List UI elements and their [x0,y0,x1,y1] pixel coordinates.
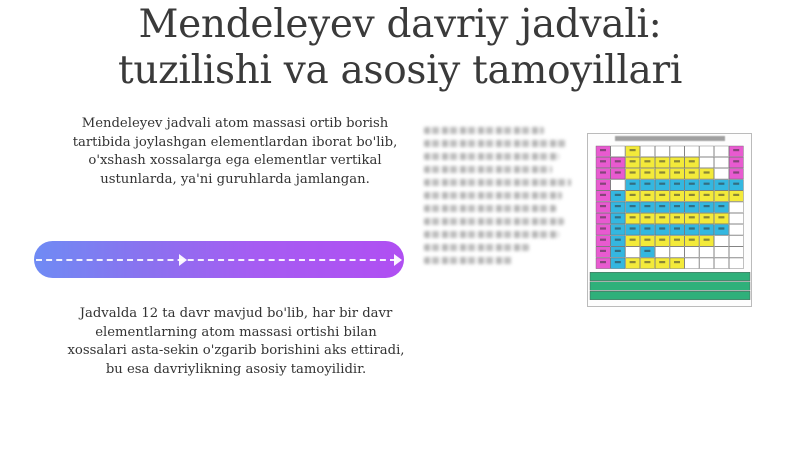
table-cell [714,224,728,235]
element-symbol-mark [704,171,710,173]
table-cell [640,168,654,179]
table-cell [626,157,640,168]
periodic-table-grid [588,134,753,308]
element-symbol-mark [704,239,710,241]
element-symbol-mark [615,250,621,252]
element-symbol-mark [718,227,724,229]
element-symbol-mark [615,239,621,241]
table-cell [655,258,669,269]
element-symbol-mark [615,171,621,173]
table-cell [626,258,640,269]
element-symbol-mark [644,239,650,241]
table-cell [626,236,640,247]
table-cell [640,146,654,157]
table-cell [611,236,625,247]
table-cell [714,202,728,213]
table-cell [611,213,625,224]
table-cell [670,224,684,235]
element-symbol-mark [644,160,650,162]
table-cell [670,168,684,179]
table-cell [611,146,625,157]
element-symbol-mark [733,171,739,173]
table-cell [729,202,743,213]
element-symbol-mark [659,239,665,241]
element-symbol-mark [674,160,680,162]
table-cell [714,180,728,191]
table-band [590,272,750,281]
element-symbol-mark [600,239,606,241]
element-symbol-mark [718,216,724,218]
element-symbol-mark [600,261,606,263]
table-cell [685,146,699,157]
element-symbol-mark [733,194,739,196]
table-cell [611,202,625,213]
table-cell [670,180,684,191]
table-cell [685,224,699,235]
table-cell [714,157,728,168]
table-cell [596,180,610,191]
table-cell [685,247,699,258]
element-symbol-mark [689,227,695,229]
table-cell [655,180,669,191]
element-symbol-mark [644,171,650,173]
element-symbol-mark [674,183,680,185]
element-symbol-mark [600,183,606,185]
table-cell [700,213,714,224]
element-symbol-mark [674,239,680,241]
table-cell [655,168,669,179]
table-cell [729,168,743,179]
table-cell [640,191,654,202]
table-cell [670,258,684,269]
element-symbol-mark [600,216,606,218]
table-cell [685,236,699,247]
table-cell [714,191,728,202]
table-cell [611,191,625,202]
paragraph-groups: Mendeleyev jadvali atom massasi ortib borish tartibida joylashgan elementlardan iborat bo'lib, o'xshash xossalarga ega elementlar vertikal ustunlarda, ya'ni guruhlarda jamlangan. [72,116,398,187]
element-symbol-mark [718,183,724,185]
table-cell [655,247,669,258]
element-symbol-mark [600,171,606,173]
dashed-arrow-icon [34,241,404,278]
table-cell [729,180,743,191]
table-cell [714,258,728,269]
element-symbol-mark [704,216,710,218]
element-symbol-mark [644,261,650,263]
element-symbol-mark [600,194,606,196]
table-cell [611,224,625,235]
table-cell [700,157,714,168]
table-cell [640,213,654,224]
element-symbol-mark [659,160,665,162]
table-cell [670,247,684,258]
table-cell [685,202,699,213]
element-symbol-mark [704,183,710,185]
table-cell [670,157,684,168]
table-cell [700,202,714,213]
element-symbol-mark [615,227,621,229]
table-cell [626,191,640,202]
element-symbol-mark [630,194,636,196]
table-cell [611,180,625,191]
table-cell [596,157,610,168]
table-cell [626,180,640,191]
table-cell [596,213,610,224]
table-cell [611,168,625,179]
table-cell [714,247,728,258]
element-symbol-mark [600,227,606,229]
element-symbol-mark [600,205,606,207]
table-cell [626,213,640,224]
table-cell [626,168,640,179]
element-symbol-mark [689,216,695,218]
element-symbol-mark [615,205,621,207]
element-symbol-mark [630,149,636,151]
table-cell [626,224,640,235]
table-cell [655,236,669,247]
table-cell [611,157,625,168]
table-cell [655,146,669,157]
element-symbol-mark [704,205,710,207]
element-symbol-mark [644,205,650,207]
element-symbol-mark [659,205,665,207]
element-symbol-mark [630,227,636,229]
table-cell [729,157,743,168]
table-cell [700,168,714,179]
element-symbol-mark [600,160,606,162]
element-symbol-mark [615,261,621,263]
table-cell [670,202,684,213]
element-symbol-mark [659,183,665,185]
table-cell [670,236,684,247]
table-cell [700,191,714,202]
arrow-head-icon [394,254,402,266]
table-cell [714,213,728,224]
element-symbol-mark [733,149,739,151]
table-cell [729,258,743,269]
element-symbol-mark [615,160,621,162]
table-cell [700,236,714,247]
element-symbol-mark [644,194,650,196]
page-title-line-1: Mendeleyev davriy jadvali: [138,2,662,47]
paragraph-periods: Jadvalda 12 ta davr mavjud bo'lib, har bir davr elementlarning atom massasi ortishi bilan xossalari asta-sekin o'zgarib borishini aks ettiradi, bu esa davriylikning asosiy tamoyilidir. [67,306,405,377]
element-symbol-mark [644,216,650,218]
table-cell [626,202,640,213]
element-symbol-mark [630,183,636,185]
table-cell [596,258,610,269]
element-symbol-mark [659,227,665,229]
table-cell [655,224,669,235]
table-cell [714,146,728,157]
page-title-line-2: tuzilishi va asosiy tamoyillari [117,48,682,93]
arrow-dash-line [36,259,396,261]
table-band [590,282,750,291]
element-symbol-mark [674,216,680,218]
table-cell [655,191,669,202]
table-cell [700,224,714,235]
table-cell [596,202,610,213]
element-symbol-mark [689,171,695,173]
table-cell [596,168,610,179]
element-symbol-mark [630,160,636,162]
table-cell [729,224,743,235]
element-symbol-mark [630,216,636,218]
table-cell [655,157,669,168]
table-cell [729,146,743,157]
table-cell [611,258,625,269]
element-symbol-mark [644,183,650,185]
table-cell [685,168,699,179]
table-cell [729,247,743,258]
arrow-head-icon [179,254,187,266]
blurred-text-block [424,122,574,312]
page-title [0,2,800,94]
table-cell [596,146,610,157]
table-cell [729,191,743,202]
table-cell [640,180,654,191]
table-cell [626,247,640,258]
table-cell [640,247,654,258]
element-symbol-mark [733,183,739,185]
table-cell [670,146,684,157]
element-symbol-mark [718,194,724,196]
table-cell [700,247,714,258]
periodic-table-image [587,133,752,307]
element-symbol-mark [718,205,724,207]
table-cell [655,213,669,224]
table-cell [685,180,699,191]
element-symbol-mark [630,171,636,173]
table-cell [596,247,610,258]
element-symbol-mark [630,205,636,207]
element-symbol-mark [659,261,665,263]
element-symbol-mark [689,239,695,241]
table-cell [611,247,625,258]
table-cell [655,202,669,213]
table-cell [596,224,610,235]
element-symbol-mark [644,227,650,229]
element-symbol-mark [615,194,621,196]
table-cell [700,146,714,157]
table-cell [685,213,699,224]
table-cell [596,191,610,202]
element-symbol-mark [689,194,695,196]
element-symbol-mark [704,227,710,229]
element-symbol-mark [600,149,606,151]
table-cell [700,258,714,269]
element-symbol-mark [674,261,680,263]
table-cell [714,168,728,179]
element-symbol-mark [689,160,695,162]
element-symbol-mark [659,194,665,196]
table-cell [596,236,610,247]
table-cell [640,157,654,168]
element-symbol-mark [674,171,680,173]
element-symbol-mark [689,205,695,207]
table-band [590,291,750,300]
element-symbol-mark [733,160,739,162]
element-symbol-mark [630,239,636,241]
table-cell [640,224,654,235]
table-cell [626,146,640,157]
element-symbol-mark [689,183,695,185]
table-cell [640,236,654,247]
table-cell [729,213,743,224]
element-symbol-mark [659,216,665,218]
table-cell [729,236,743,247]
table-cell [685,191,699,202]
table-cell [685,258,699,269]
element-symbol-mark [630,261,636,263]
table-cell [640,202,654,213]
element-symbol-mark [659,171,665,173]
element-symbol-mark [704,194,710,196]
table-cell [714,236,728,247]
element-symbol-mark [674,194,680,196]
element-symbol-mark [674,205,680,207]
element-symbol-mark [615,216,621,218]
table-cell [700,180,714,191]
element-symbol-mark [600,250,606,252]
table-cell [640,258,654,269]
element-symbol-mark [674,227,680,229]
table-cell [685,157,699,168]
element-symbol-mark [644,250,650,252]
table-cell [670,191,684,202]
table-cell [670,213,684,224]
